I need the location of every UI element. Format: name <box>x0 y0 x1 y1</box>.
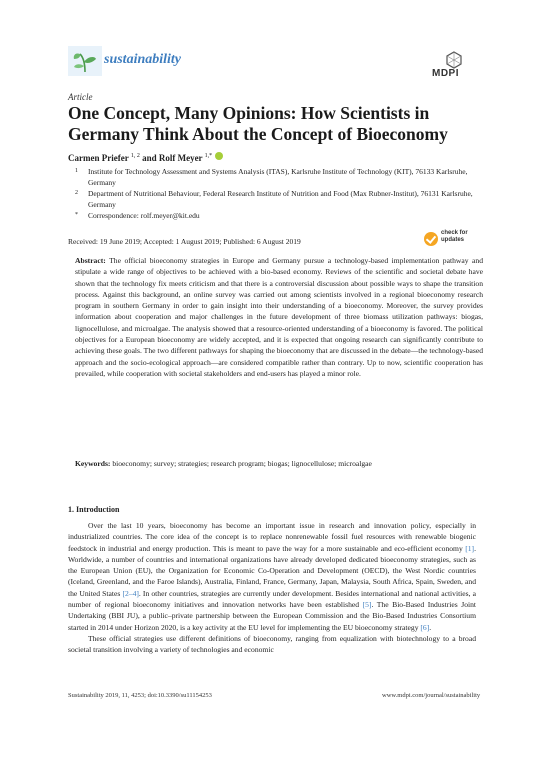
publisher-name: MDPI <box>432 68 459 79</box>
paragraph-text: These official strategies use different definitions of bioeconomy, ranging from equalization with biotechnology to a broad societal transition involving a variety of technologies and economic <box>68 633 476 655</box>
citation-link[interactable]: [5] <box>362 600 372 610</box>
journal-name: sustainability <box>104 52 182 67</box>
correspondence-text[interactable]: Correspondence: rolf.meyer@kit.edu <box>88 211 200 220</box>
affiliation-text: Institute for Technology Assessment and Systems Analysis (ITAS), Karlsruhe Institute of Technology (KIT), 76133 Karlsruhe, Germany <box>88 167 468 187</box>
paragraph-text: . <box>429 622 432 632</box>
check-updates-label <box>441 230 468 244</box>
author-name[interactable]: Carmen Priefer <box>68 153 129 163</box>
paragraph-text: . Worldwide, a number of countries and international organizations have already developed dedicated bioeconomy strategies, such as the European Union (EU), the Organization for Economic Co-Operation and Development (OECD), the West Nordic countries (Iceland, Greenland, and the Faroe Islands), Australia, Finland, France, Germany, Japan, Malaysia, South Africa, Spain, Sweden, and the United States <box>68 543 476 598</box>
check-updates-icon <box>424 232 438 246</box>
affiliation-number: * <box>75 212 78 218</box>
section-body <box>68 520 476 656</box>
author-affil-sup: 1,* <box>204 153 213 159</box>
paragraph <box>68 520 476 633</box>
author-affil-sup: 1, 2 <box>130 153 140 159</box>
orcid-icon[interactable] <box>215 152 223 160</box>
keywords-text: bioeconomy; survey; strategies; research program; biogas; lignocellulose; microalgae <box>112 459 372 468</box>
affiliations <box>68 167 488 223</box>
footer-citation: Sustainability 2019, 11, 4253; doi:10.3390/su11154253 <box>68 692 212 699</box>
check-updates-line1: check for <box>441 230 468 236</box>
affiliation-number: 2 <box>75 190 78 196</box>
section-heading: 1. Introduction <box>68 505 120 514</box>
affiliation <box>68 189 488 210</box>
footer-journal-url[interactable]: www.mdpi.com/journal/sustainability <box>382 692 481 699</box>
article-title: One Concept, Many Opinions: How Scientists in Germany Think About the Concept of Bioeconomy <box>68 103 448 144</box>
citation-link[interactable]: [2–4] <box>122 588 139 598</box>
abstract <box>75 255 483 379</box>
citation-link[interactable]: [1] <box>465 543 475 553</box>
sustainability-logo-icon <box>68 46 102 76</box>
citation-link[interactable]: [6] <box>420 622 430 632</box>
keywords <box>75 459 483 468</box>
correspondence <box>68 211 488 222</box>
paragraph <box>68 633 476 656</box>
affiliation-number: 1 <box>75 168 78 174</box>
article-type: Article <box>68 92 93 102</box>
author-name[interactable]: Rolf Meyer <box>158 153 203 163</box>
affiliation <box>68 167 488 188</box>
check-for-updates-badge[interactable] <box>424 230 480 250</box>
abstract-text: The official bioeconomy strategies in Europe and Germany pursue a technology-based implementation pathway and stipulate a wide range of objectives to be achieved with a bio-based economy. Reviews of the scientific and societal debate have shown that the technology fix meets criticism and that there is a controversial discussion about possible ways to shape the transition process. Against this background, an online survey was carried out among scientists involved in a regional bioeconomy research program in southern Germany in order to gain insight into their understanding of a bioeconomy. Moreover, the survey provides information about cooperation and major challenges in the future development of three biomass utilization pathways: biogas, lignocellulose, and microalgae. The analysis showed that a resource-oriented understanding of a bioeconomy is favored. The political objectives for a European bioeconomy are widely accepted, and it is expected that ongoing research can significantly contribute to achieving these goals. The two different pathways for shaping the bioeconomy that are discussed in the debate—the technology-based approach and the socio-ecological approach—are considered compatible rather than contrary. Up to now, scientific cooperation has prevailed, while cooperation with societal stakeholders and end-users has played a minor role. <box>75 256 483 378</box>
paragraph-text: . The Bio-Based Industries Joint Undertaking (BBI JU), a public–private partnership between the European Commission and the Bio-Based Industries Consortium started in 2014 under Horizon 2020, is a key activity at the EU level for implementing the EU bioeconomy strategy <box>68 600 477 632</box>
affiliation-text: Department of Nutritional Behaviour, Federal Research Institute of Nutrition and Food (Max Rubner-Institut), 76131 Karlsruhe, Germany <box>88 189 473 209</box>
keywords-label: Keywords: <box>75 459 111 468</box>
author-list <box>68 152 223 163</box>
author-conjunction: and <box>142 153 157 163</box>
publication-dates: Received: 19 June 2019; Accepted: 1 August 2019; Published: 6 August 2019 <box>68 237 301 246</box>
paragraph-text: Over the last 10 years, bioeconomy has become an important issue in research and innovation policy, especially in industrialized countries. The core idea of the concept is to replace nonrenewable fossil fuel resources with renewable biogenic feedstock in industrial and energy production. This is meant to pave the way for a more sustainable and eco-efficient economy <box>68 521 476 553</box>
abstract-label: Abstract: <box>75 256 106 265</box>
paragraph-text: . In other countries, strategies are currently under development. Besides international and national activities, a number of regional bioeconomy initiatives and innovation networks have been established <box>68 588 477 610</box>
check-updates-line2: updates <box>441 237 465 243</box>
